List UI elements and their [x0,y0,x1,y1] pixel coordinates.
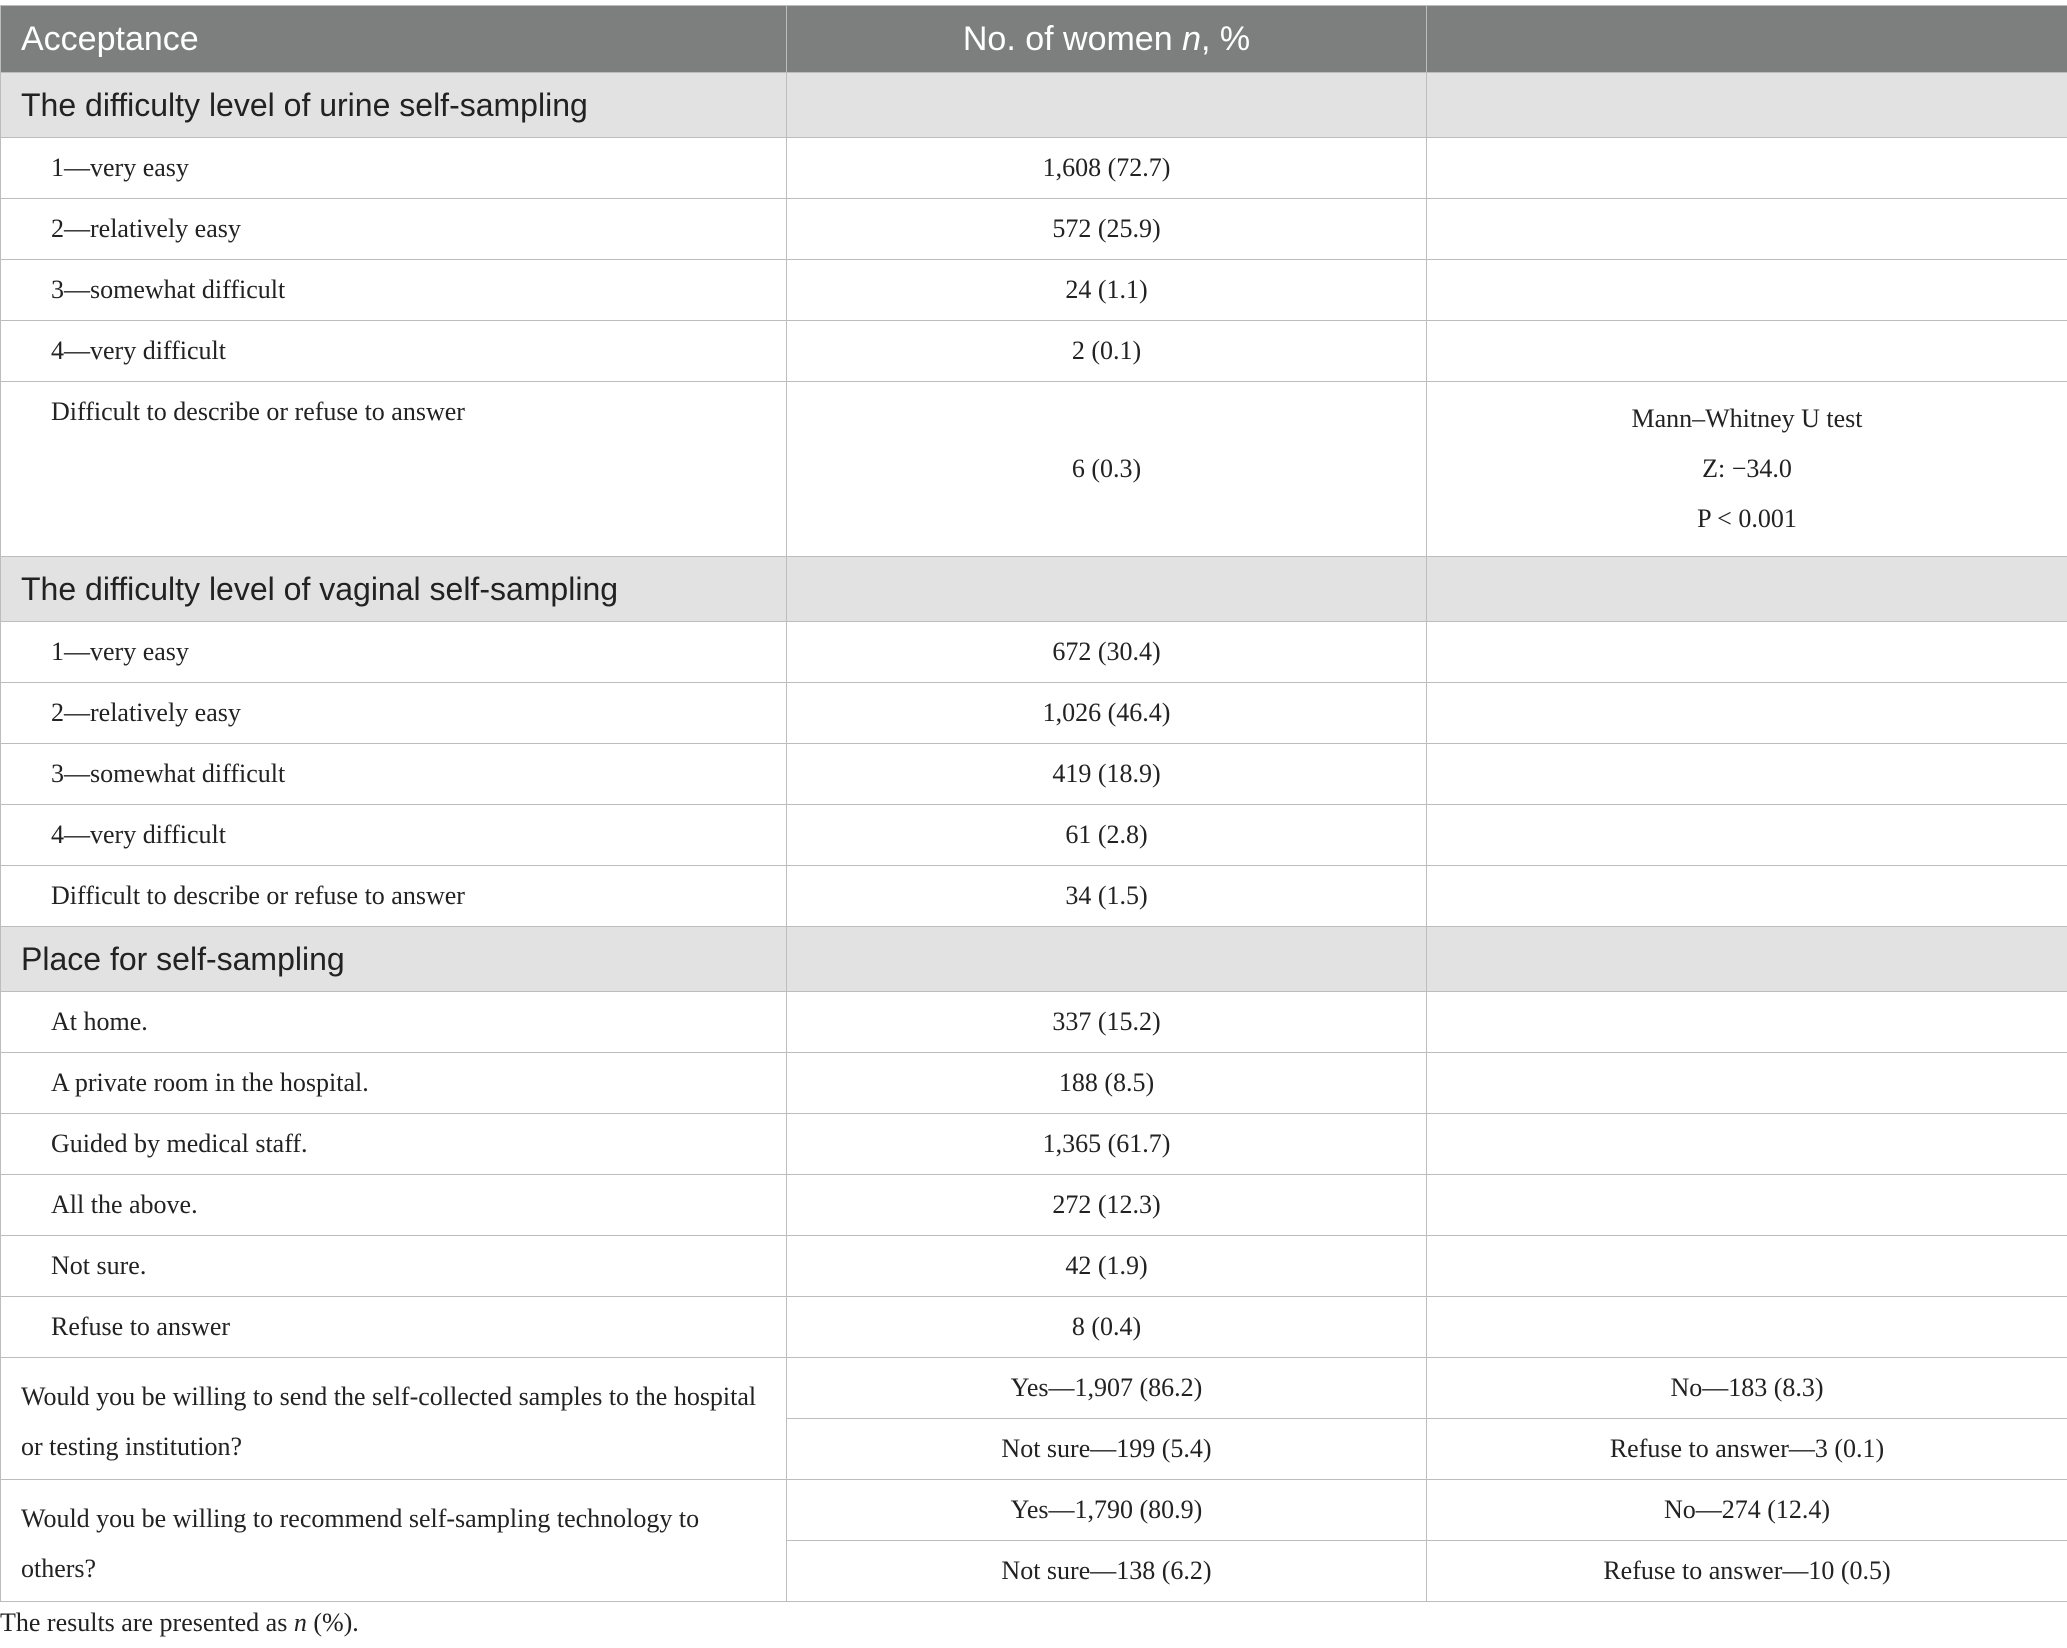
empty-cell [1427,1114,2067,1175]
table-row [1,805,2067,866]
row-value: 24 (1.1) [787,260,1427,321]
header-n-italic: n [1182,19,1201,58]
section-row-vaginal [1,557,2067,622]
empty-cell [1427,260,2067,321]
header-no-of-women-text: No. of women [962,19,1183,58]
section-row-place [1,927,2067,992]
section-blank-cell [1427,557,2067,622]
answer-not-sure: Not sure—199 (5.4) [787,1419,1427,1480]
header-blank [1427,6,2067,73]
table-row [1,992,2067,1053]
table-row [1,138,2067,199]
section-blank-cell [1427,73,2067,138]
question-text: Would you be willing to recommend self-sampling technology to others? [1,1480,787,1602]
table-footnote [0,1608,359,1638]
row-value: 572 (25.9) [787,199,1427,260]
row-value: 61 (2.8) [787,805,1427,866]
table-row [1,622,2067,683]
row-label: 4—very difficult [1,321,787,382]
answer-refuse: Refuse to answer—3 (0.1) [1427,1419,2067,1480]
table-row [1,1114,2067,1175]
header-acceptance: Acceptance [1,6,787,73]
acceptance-table [0,5,2067,1602]
table-row-with-stat [1,382,2067,557]
row-label: 3—somewhat difficult [1,260,787,321]
empty-cell [1427,744,2067,805]
empty-cell [1427,622,2067,683]
empty-cell [1427,866,2067,927]
empty-cell [1427,992,2067,1053]
row-label: A private room in the hospital. [1,1053,787,1114]
question-row-recommend [1,1480,2067,1541]
row-value: 419 (18.9) [787,744,1427,805]
answer-no: No—274 (12.4) [1427,1480,2067,1541]
question-text: Would you be willing to send the self-collected samples to the hospital or testing institution? [1,1358,787,1480]
row-value: 6 (0.3) [787,382,1427,557]
table-row [1,744,2067,805]
table-header-row [1,6,2067,73]
stat-z-value: Z: −34.0 [1702,454,1792,483]
table-row [1,1053,2067,1114]
empty-cell [1427,138,2067,199]
row-value: 672 (30.4) [787,622,1427,683]
row-value: 2 (0.1) [787,321,1427,382]
section-title: Place for self-sampling [1,927,787,992]
stat-p-value: P < 0.001 [1697,504,1797,533]
empty-cell [1427,1053,2067,1114]
header-no-of-women [787,6,1427,73]
row-label: Refuse to answer [1,1297,787,1358]
row-label: 3—somewhat difficult [1,744,787,805]
section-blank-cell [787,73,1427,138]
section-blank-cell [787,557,1427,622]
section-row-urine [1,73,2067,138]
table-row [1,683,2067,744]
row-label: All the above. [1,1175,787,1236]
empty-cell [1427,1236,2067,1297]
footnote-n-italic: n [293,1608,307,1637]
row-label: Difficult to describe or refuse to answer [1,866,787,927]
row-label: 4—very difficult [1,805,787,866]
row-value: 1,026 (46.4) [787,683,1427,744]
empty-cell [1427,199,2067,260]
answer-no: No—183 (8.3) [1427,1358,2067,1419]
empty-cell [1427,805,2067,866]
row-value: 272 (12.3) [787,1175,1427,1236]
section-blank-cell [787,927,1427,992]
empty-cell [1427,683,2067,744]
row-value: 188 (8.5) [787,1053,1427,1114]
row-label: 2—relatively easy [1,683,787,744]
row-label: At home. [1,992,787,1053]
row-label: 1—very easy [1,138,787,199]
empty-cell [1427,1175,2067,1236]
answer-not-sure: Not sure—138 (6.2) [787,1541,1427,1602]
table-row [1,1236,2067,1297]
row-value: 1,608 (72.7) [787,138,1427,199]
answer-refuse: Refuse to answer—10 (0.5) [1427,1541,2067,1602]
row-value: 42 (1.9) [787,1236,1427,1297]
table-row [1,866,2067,927]
table-row [1,1297,2067,1358]
table-row [1,260,2067,321]
footnote-prefix: The results are presented as [0,1608,294,1637]
header-percent-text: , % [1201,19,1251,58]
table-row [1,321,2067,382]
answer-yes: Yes—1,790 (80.9) [787,1480,1427,1541]
footnote-suffix: (%). [306,1608,359,1637]
question-row-send-samples [1,1358,2067,1419]
section-title: The difficulty level of urine self-sampling [1,73,787,138]
answer-yes: Yes—1,907 (86.2) [787,1358,1427,1419]
row-label: Guided by medical staff. [1,1114,787,1175]
row-label: Difficult to describe or refuse to answer [1,382,787,557]
row-value: 8 (0.4) [787,1297,1427,1358]
section-title: The difficulty level of vaginal self-sampling [1,557,787,622]
stat-test-cell [1427,382,2067,557]
row-value: 34 (1.5) [787,866,1427,927]
row-value: 1,365 (61.7) [787,1114,1427,1175]
table-row [1,199,2067,260]
row-label: 1—very easy [1,622,787,683]
table-row [1,1175,2067,1236]
row-label: 2—relatively easy [1,199,787,260]
section-blank-cell [1427,927,2067,992]
empty-cell [1427,321,2067,382]
stat-test-name: Mann–Whitney U test [1631,404,1863,433]
row-label: Not sure. [1,1236,787,1297]
row-value: 337 (15.2) [787,992,1427,1053]
empty-cell [1427,1297,2067,1358]
